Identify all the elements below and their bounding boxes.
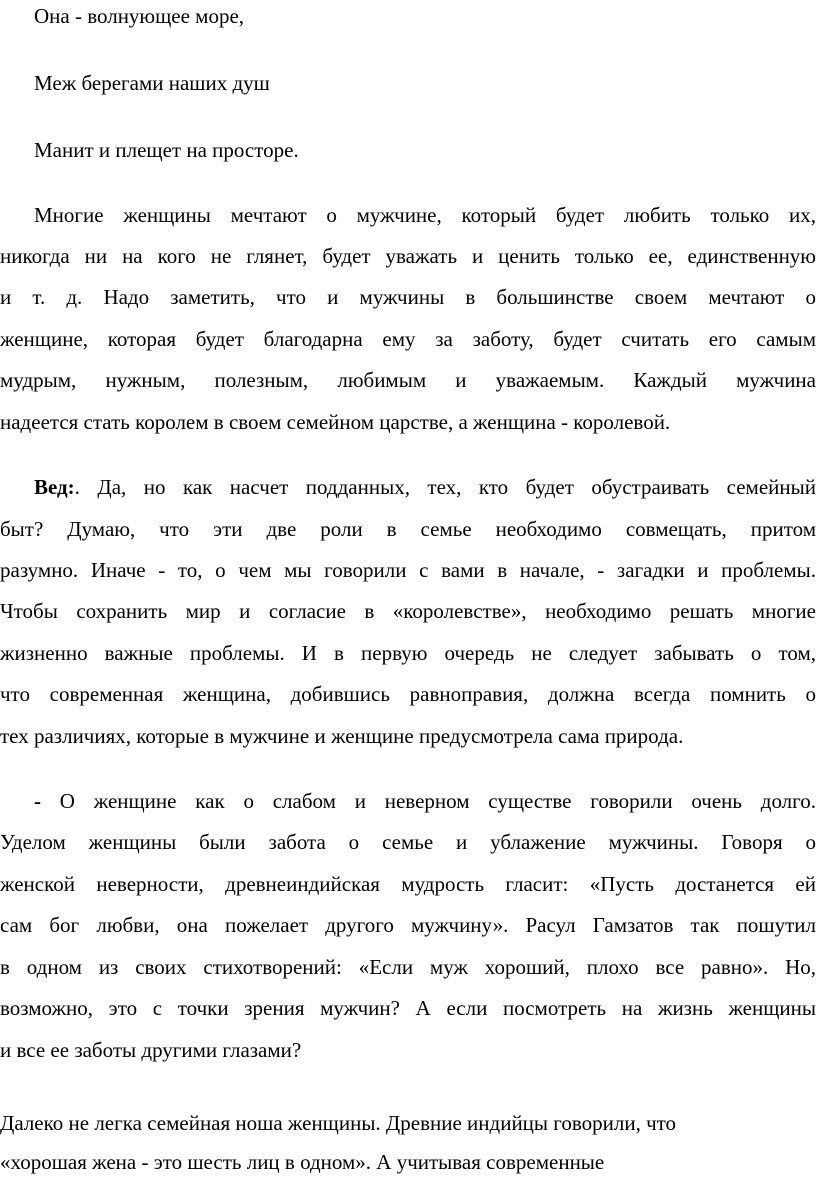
- paragraph-line: женской неверности, древнеиндийская мудрость гласит: «Пусть достанется ей: [0, 872, 816, 896]
- paragraph-line: никогда ни на кого не глянет, будет уважать и ценить только ее, единственную: [0, 244, 816, 268]
- paragraph-line: Многие женщины мечтают о мужчине, который будет любить только их,: [34, 203, 816, 227]
- dash-marker: -: [34, 789, 41, 813]
- paragraph-line: быт? Думаю, что эти две роли в семье необходимо совмещать, притом: [0, 517, 816, 541]
- paragraph-line: [34, 789, 816, 813]
- paragraph-text: . Да, но как насчет подданных, тех, кто будет обустраивать семейный: [74, 475, 816, 499]
- verse-line: Она - волнующее море,: [34, 4, 245, 28]
- paragraph-line: «хорошая жена - это шесть лиц в одном». А учитывая современные: [0, 1150, 605, 1174]
- paragraph-line: [34, 475, 816, 499]
- verse-line: Меж берегами наших душ: [34, 71, 270, 95]
- verse-line: Манит и плещет на просторе.: [34, 138, 299, 162]
- paragraph-text: О женщине как о слабом и неверном существе говорили очень долго.: [41, 789, 816, 813]
- paragraph-line: Уделом женщины были забота о семье и ублажение мужчины. Говоря о: [0, 830, 816, 854]
- paragraph-line: и т. д. Надо заметить, что и мужчины в большинстве своем мечтают о: [0, 285, 816, 309]
- paragraph-line: Далеко не легка семейная ноша женщины. Древние индийцы говорили, что: [0, 1111, 677, 1135]
- paragraph-line: Чтобы сохранить мир и согласие в «королевстве», необходимо решать многие: [0, 599, 816, 623]
- paragraph-line: женщине, которая будет благодарна ему за заботу, будет считать его самым: [0, 327, 816, 351]
- paragraph-line: сам бог любви, она пожелает другого мужчину». Расул Гамзатов так пошутил: [0, 913, 816, 937]
- speaker-label: Вед:: [34, 475, 75, 499]
- paragraph-line: в одном из своих стихотворений: «Если муж хороший, плохо все равно». Но,: [0, 955, 816, 979]
- paragraph-line: что современная женщина, добившись равноправия, должна всегда помнить о: [0, 682, 816, 706]
- paragraph-line: возможно, это с точки зрения мужчин? А если посмотреть на жизнь женщины: [0, 996, 816, 1020]
- paragraph-line: и все ее заботы другими глазами?: [0, 1038, 302, 1062]
- paragraph-line: разумно. Иначе - то, о чем мы говорили с вами в начале, - загадки и проблемы.: [0, 558, 816, 582]
- paragraph-line: надеется стать королем в своем семейном царстве, а женщина - королевой.: [0, 410, 671, 434]
- paragraph-line: мудрым, нужным, полезным, любимым и уважаемым. Каждый мужчина: [0, 368, 816, 392]
- paragraph-line: жизненно важные проблемы. И в первую очередь не следует забывать о том,: [0, 641, 816, 665]
- paragraph-line: тех различиях, которые в мужчине и женщине предусмотрела сама природа.: [0, 724, 684, 748]
